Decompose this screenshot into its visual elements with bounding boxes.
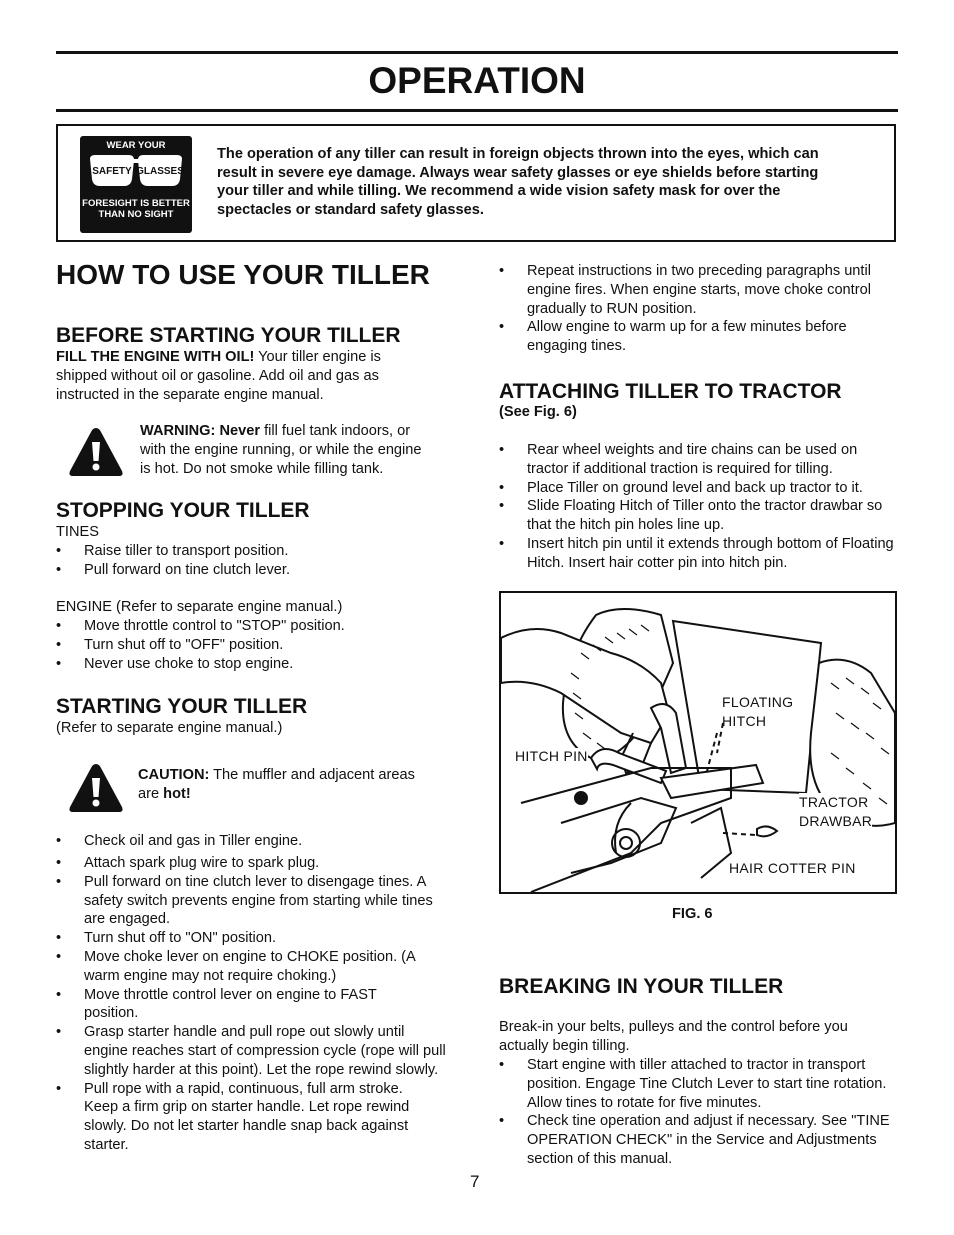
top-rule xyxy=(56,51,898,54)
list-item: • Pull forward on tine clutch lever to disengage tines. A safety switch prevents engine from starting while tines are engaged. xyxy=(56,873,448,929)
starting-list-2 xyxy=(56,854,448,1155)
list-item: • Attach spark plug wire to spark plug. xyxy=(56,854,448,873)
attaching-heading: ATTACHING TILLER TO TRACTOR xyxy=(499,380,842,403)
hitch-pin-label: HITCH PIN xyxy=(515,748,588,764)
breaking-in-heading: BREAKING IN YOUR TILLER xyxy=(499,975,784,998)
list-item: • Repeat instructions in two preceding paragraphs until engine fires. When engine starts, move choke control gradually to RUN position. xyxy=(499,262,899,318)
stopping-heading: STOPPING YOUR TILLER xyxy=(56,499,310,522)
hair-cotter-pin-label: HAIR COTTER PIN xyxy=(729,860,856,876)
hitch-illustration xyxy=(501,593,895,892)
breaking-in-intro: Break-in your belts, pulleys and the control before you actually begin tilling. xyxy=(499,1019,848,1054)
list-item: • Raise tiller to transport position. xyxy=(56,542,456,561)
starting-heading: STARTING YOUR TILLER xyxy=(56,695,308,718)
figure-caption: FIG. 6 xyxy=(672,906,713,922)
badge-bottom-text: FORESIGHT IS BETTER THAN NO SIGHT xyxy=(82,198,190,220)
engine-label: ENGINE (Refer to separate engine manual.) xyxy=(56,599,343,615)
starting-note: (Refer to separate engine manual.) xyxy=(56,720,283,736)
figure-6 xyxy=(499,591,897,894)
page-number: 7 xyxy=(470,1172,480,1191)
caution-icon xyxy=(67,761,125,815)
list-item: • Place Tiller on ground level and back up tractor to it. xyxy=(499,479,895,498)
tractor-drawbar-label: TRACTOR DRAWBAR xyxy=(799,794,873,829)
list-item: • Move choke lever on engine to CHOKE position. (A warm engine may not require choking.) xyxy=(56,948,448,986)
safety-notice-text: The operation of any tiller can result in foreign objects thrown into the eyes, which can result in severe eye damage. Always wear safety glasses or eye shields before starting your tiller and while tilling. We recommend a wide vision safety mask for over the spectacles or standard safety glasses. xyxy=(217,146,819,218)
list-item: • Turn shut off to "OFF" position. xyxy=(56,636,456,655)
badge-top-text: WEAR YOUR xyxy=(106,140,166,151)
list-item: • Check oil and gas in Tiller engine. xyxy=(56,832,448,851)
list-item: • Move throttle control lever on engine to FAST position. xyxy=(56,986,448,1024)
starting-list-1 xyxy=(56,832,448,851)
before-starting-heading: BEFORE STARTING YOUR TILLER xyxy=(56,324,401,347)
list-item: • Pull rope with a rapid, continuous, full arm stroke. Keep a firm grip on starter handle. Let rope rewind slowly. Do not let starter handle snap back against starter. xyxy=(56,1080,448,1155)
svg-text:GLASSES: GLASSES xyxy=(136,166,184,177)
before-starting-text: FILL THE ENGINE WITH OIL! Your tiller engine is shipped without oil or gasoline. Add oil and gas as instructed in the separate engine manual. xyxy=(56,349,381,403)
safety-glasses-badge xyxy=(80,136,192,233)
warning-text: WARNING: Never fill fuel tank indoors, or with the engine running, or while the engine is hot. Do not smoke while filling tank. xyxy=(140,423,422,477)
breaking-in-list xyxy=(499,1056,895,1169)
safety-glasses-icon xyxy=(87,153,185,189)
list-item: • Rear wheel weights and tire chains can be used on tractor if additional traction is required for tilling. xyxy=(499,441,895,479)
caution-text: CAUTION: The muffler and adjacent areas are hot! xyxy=(138,767,415,802)
list-item: • Never use choke to stop engine. xyxy=(56,655,456,674)
list-item: • Check tine operation and adjust if necessary. See "TINE OPERATION CHECK" in the Service and Adjustments section of this manual. xyxy=(499,1112,895,1168)
see-fig-note: (See Fig. 6) xyxy=(499,404,577,420)
tines-label: TINES xyxy=(56,524,99,540)
title-underline xyxy=(56,109,898,112)
list-item: • Pull forward on tine clutch lever. xyxy=(56,561,456,580)
tines-list xyxy=(56,542,456,580)
list-item: • Insert hitch pin until it extends through bottom of Floating Hitch. Insert hair cotter pin into hitch pin. xyxy=(499,535,895,573)
continued-list xyxy=(499,262,899,356)
list-item: • Turn shut off to "ON" position. xyxy=(56,929,448,948)
floating-hitch-label: FLOATING HITCH xyxy=(722,694,794,729)
list-item: • Start engine with tiller attached to tractor in transport position. Engage Tine Clutch Lever to start tine rotation. Allow tines to rotate for five minutes. xyxy=(499,1056,895,1112)
warning-icon xyxy=(67,425,125,479)
attaching-list xyxy=(499,441,895,573)
engine-list xyxy=(56,617,456,673)
section-title: HOW TO USE YOUR TILLER xyxy=(56,259,430,290)
svg-text:SAFETY: SAFETY xyxy=(92,166,132,177)
list-item: • Move throttle control to "STOP" position. xyxy=(56,617,456,636)
list-item: • Slide Floating Hitch of Tiller onto the tractor drawbar so that the hitch pin holes line up. xyxy=(499,497,895,535)
list-item: • Grasp starter handle and pull rope out slowly until engine reaches start of compression cycle (rope will pull slightly harder at this point). Let the rope rewind slowly. xyxy=(56,1023,448,1079)
list-item: • Allow engine to warm up for a few minutes before engaging tines. xyxy=(499,318,899,356)
page-title: OPERATION xyxy=(368,60,586,101)
